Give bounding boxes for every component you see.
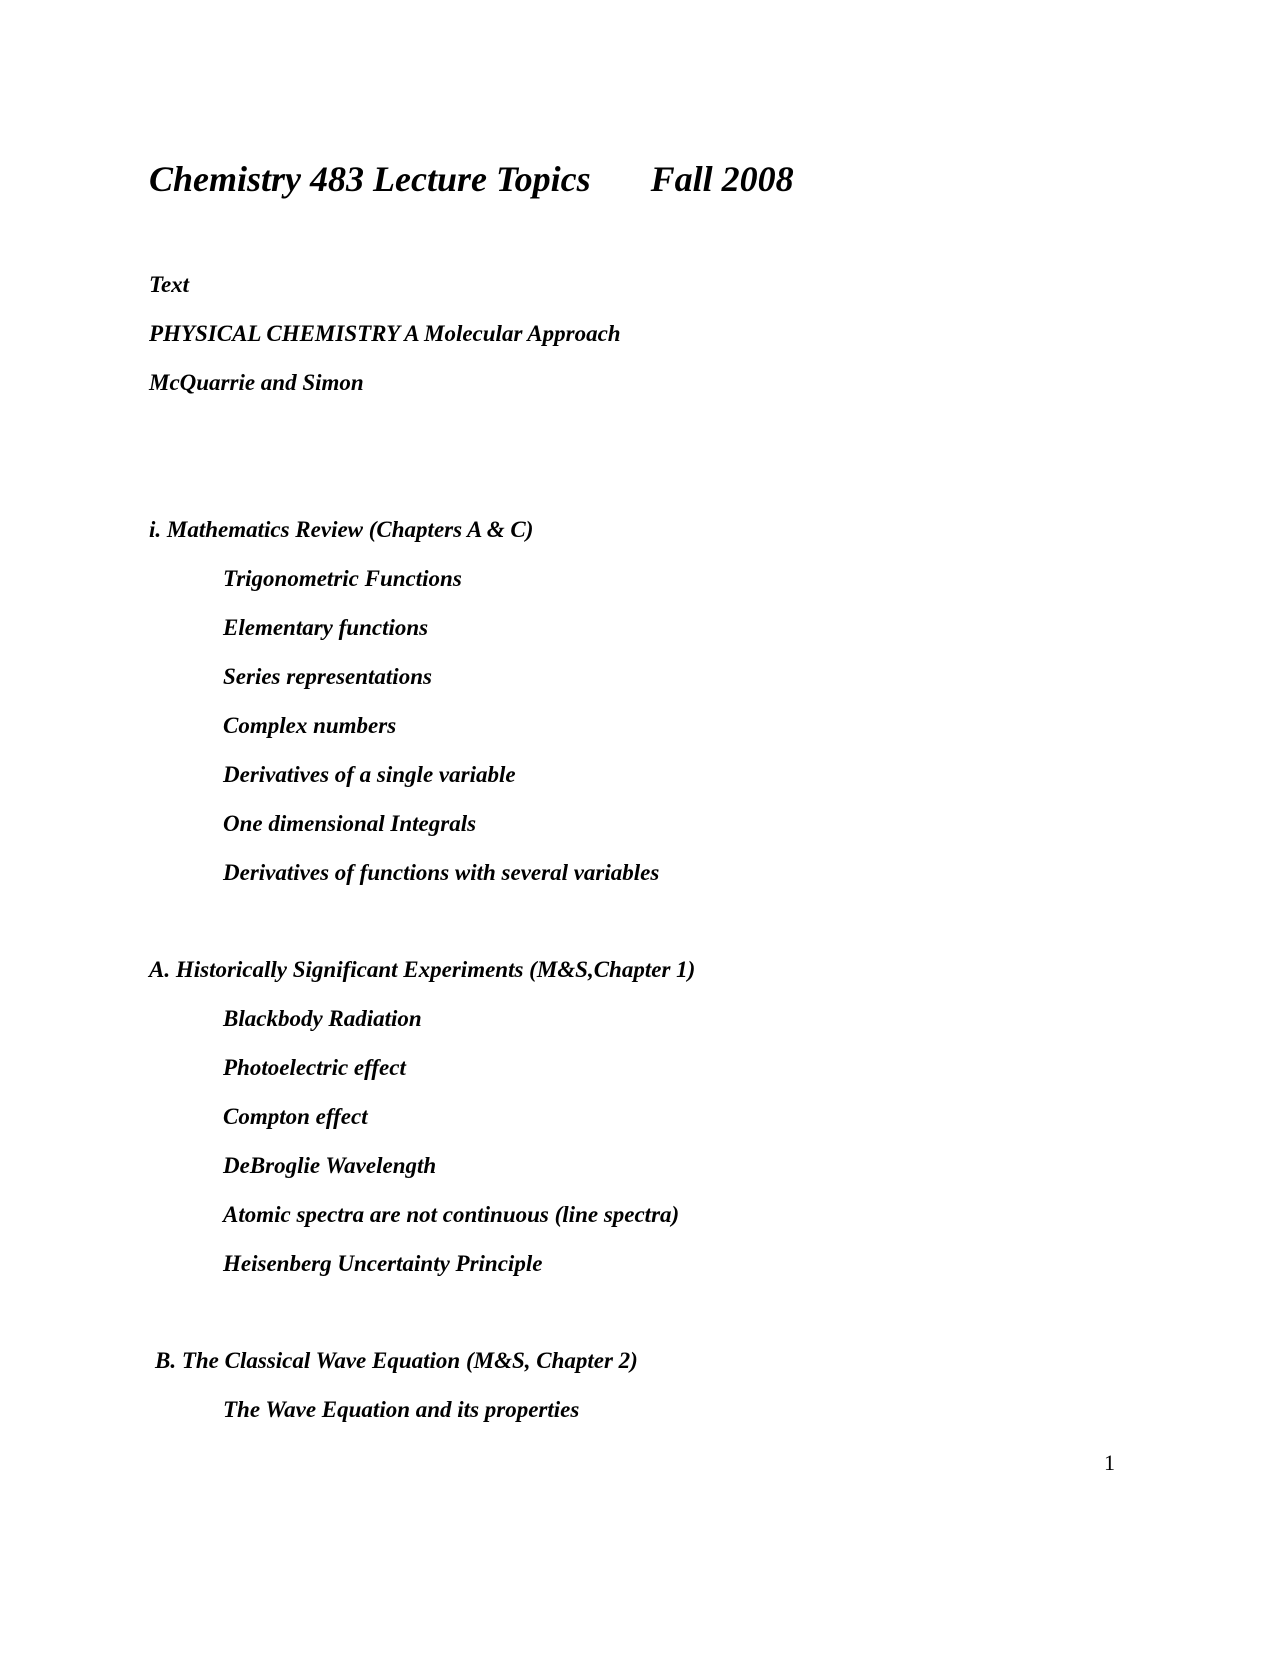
course-title: Chemistry 483 Lecture Topics xyxy=(149,159,591,199)
list-item: Complex numbers xyxy=(223,713,397,738)
list-item: Trigonometric Functions xyxy=(223,566,462,591)
list-item: Elementary functions xyxy=(223,615,429,640)
page-number: 1 xyxy=(1104,1450,1115,1475)
list-item: Atomic spectra are not continuous (line spectra) xyxy=(223,1202,680,1227)
text-label: Text xyxy=(149,272,190,297)
list-item: Photoelectric effect xyxy=(223,1055,406,1080)
list-item: One dimensional Integrals xyxy=(223,811,477,836)
section-heading-classical-wave-equation: B. The Classical Wave Equation (M&S, Chapter 2) xyxy=(155,1348,638,1373)
term-label: Fall 2008 xyxy=(650,159,794,199)
page-title xyxy=(149,158,794,200)
book-authors: McQuarrie and Simon xyxy=(149,370,364,395)
list-item: Heisenberg Uncertainty Principle xyxy=(223,1251,543,1276)
list-item: The Wave Equation and its properties xyxy=(223,1397,580,1422)
list-item: Compton effect xyxy=(223,1104,368,1129)
list-item: DeBroglie Wavelength xyxy=(223,1153,437,1178)
section-heading-math-review: i. Mathematics Review (Chapters A & C) xyxy=(149,517,534,542)
book-title: PHYSICAL CHEMISTRY A Molecular Approach xyxy=(149,321,621,346)
list-item: Derivatives of a single variable xyxy=(223,762,516,787)
section-heading-historical-experiments: A. Historically Significant Experiments (M&S,Chapter 1) xyxy=(149,957,696,982)
list-item: Series representations xyxy=(223,664,432,689)
list-item: Derivatives of functions with several variables xyxy=(223,860,660,885)
list-item: Blackbody Radiation xyxy=(223,1006,422,1031)
